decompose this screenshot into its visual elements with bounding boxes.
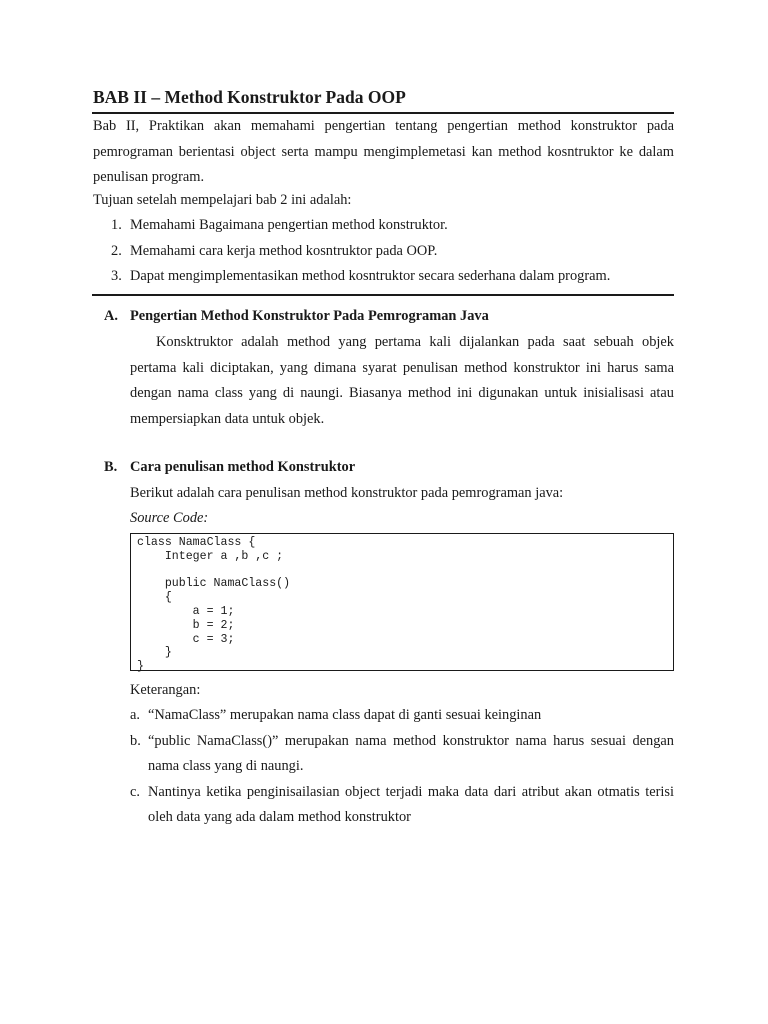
- goal-text: Memahami Bagaimana pengertian method konstruktor.: [130, 217, 448, 233]
- note-text: Nantinya ketika penginisailasian object terjadi maka data dari atribut akan otmatis terisi oleh data yang ada dalam method konstruktor: [148, 783, 674, 825]
- goal-item: [93, 239, 674, 265]
- intro-paragraph: Bab II, Praktikan akan memahami pengertian tentang pengertian method konstruktor pada pemrograman berientasi object serta mampu mengimplemetasi kan method kosntruktor ke dalam penulisan program.: [93, 118, 674, 185]
- note-item: [130, 780, 674, 831]
- code-line: public NamaClass(): [137, 577, 291, 591]
- note-marker: b.: [130, 732, 141, 749]
- note-marker: c.: [130, 783, 140, 800]
- code-block: [130, 533, 674, 674]
- note-item: [130, 703, 674, 729]
- chapter-title: BAB II – Method Konstruktor Pada OOP: [93, 87, 406, 107]
- source-code-label: Source Code:: [130, 510, 209, 526]
- section-a-title: Pengertian Method Konstruktor Pada Pemrograman Java: [130, 308, 489, 324]
- goal-text: Memahami cara kerja method kosntruktor pada OOP.: [130, 242, 438, 259]
- notes-list: [130, 703, 674, 831]
- code-line: Integer a ,b ,c ;: [137, 549, 284, 563]
- code-line: class NamaClass {: [137, 536, 256, 549]
- goal-text: Dapat mengimplementasikan method kosntruktor secara sederhana dalam program.: [130, 268, 611, 284]
- section-a-heading: [104, 305, 664, 327]
- goal-number: 3.: [111, 268, 122, 284]
- code-line: b = 2;: [137, 618, 235, 632]
- code-line: {: [137, 591, 172, 605]
- goal-item: [93, 213, 674, 239]
- note-text: “public NamaClass()” merupakan nama method konstruktor nama harus sesuai dengan nama class yang di naungi.: [148, 732, 674, 774]
- code-line: }: [137, 660, 144, 674]
- notes-label: Keterangan:: [130, 682, 201, 698]
- section-b-intro: Berikut adalah cara penulisan method konstruktor pada pemrograman java:: [130, 485, 564, 501]
- section-a-body: Konsktruktor adalah method yang pertama kali dijalankan pada saat sebuah objek pertama kali diciptakan, yang dimana syarat penulisan method konstruktor ini harus sama dengan nama class yang di naungi. Biasanya method ini digunakan untuk inisialisasi atau mempersiapkan data untuk objek.: [130, 334, 674, 427]
- goal-item: [93, 264, 674, 290]
- code-line: }: [137, 646, 172, 660]
- note-marker: a.: [130, 707, 140, 723]
- goals-list: [93, 213, 674, 290]
- section-b-heading: [104, 456, 664, 478]
- section-divider: [92, 294, 674, 296]
- section-b-letter: B.: [104, 459, 118, 475]
- goals-intro: Tujuan setelah mempelajari bab 2 ini adalah:: [93, 192, 352, 208]
- note-item: [130, 729, 674, 780]
- section-a-letter: A.: [104, 308, 118, 324]
- code-line: c = 3;: [137, 632, 235, 646]
- note-text: “NamaClass” merupakan nama class dapat di ganti sesuai keinginan: [148, 707, 542, 723]
- code-line: a = 1;: [137, 604, 235, 618]
- goal-number: 2.: [111, 242, 122, 259]
- section-b-title: Cara penulisan method Konstruktor: [130, 459, 356, 475]
- goal-number: 1.: [111, 217, 122, 233]
- code-line: [137, 564, 667, 578]
